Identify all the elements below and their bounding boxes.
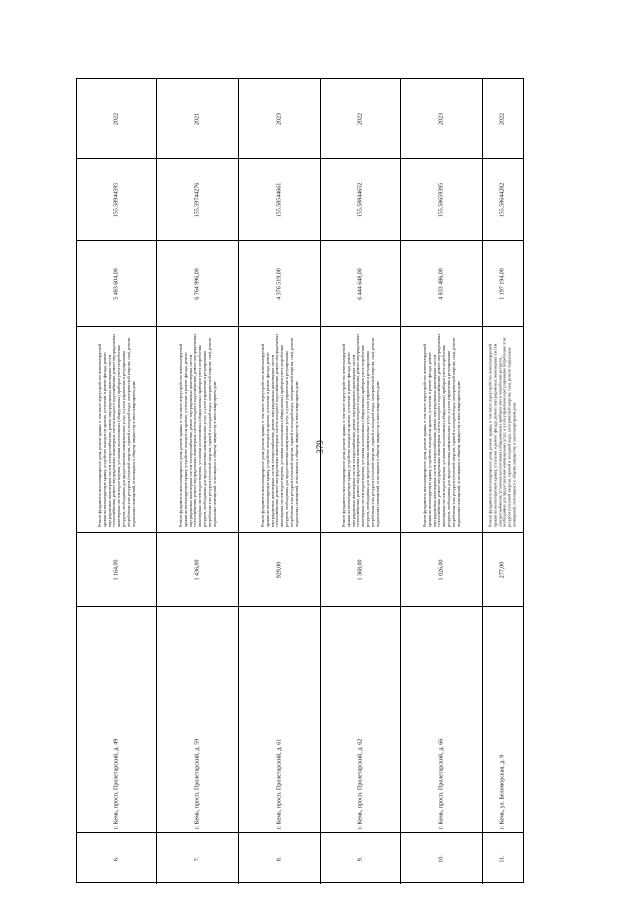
address-cell <box>321 607 401 833</box>
number-cell <box>401 833 483 884</box>
sum-text: 6 764 996,00 <box>194 267 201 300</box>
number-text: 6. <box>113 856 120 861</box>
works-text: Ремонт фундамента многоквартирного дома, ремонт крыши, в том числе переустройство невентилируемой крыши на вентилируемую крышу, устройство выходов на кровлю, утепление и ремонт фасада, ремонт внутридомовых инженерных систем электроснабжения, ремонт внутридомовых инженерных систем теплоснабжения, ремонт внутридомовых инженерных систем холодного водоснабжения, ремонт внутридомовых инженерных систем водоотведения, установка коллективных (общедомовых) приборов учета потребления ресурсов, необходимых для предоставления коммунальных услуг, и узлов управления и регулирования потребления этих ресурсов (тепловой энергии, горячей и холодной воды, электрической энергии, газа), ремонт подвальных помещений, относящихся к общему имуществу в многоквартирном доме <box>259 333 299 527</box>
sum-text: 6 444 648,00 <box>357 267 364 300</box>
table-row <box>157 79 239 884</box>
table-row <box>77 79 157 884</box>
cadastral-cell <box>157 159 239 241</box>
area-text: 1 436,00 <box>194 559 201 580</box>
sum-cell <box>483 241 523 327</box>
cadastral-cell <box>239 159 321 241</box>
works-text: Ремонт фундамента многоквартирного дома, ремонт крыши, в том числе переустройство невентилируемой крыши на вентилируемую крышу, утепление и ремонт фасада, ремонт внутридомовых инженерных систем электроснабжения, установка коллективных (общедомовых) приборов учета потребления ресурсов, необходимых для предоставления коммунальных услуг, и узлов управления и регулирования потребления этих ресурсов (тепловой энергии, горячей и холодной воды, электрической энергии, газа), ремонт подвальных помещений, относящихся к общему имуществу в многоквартирном доме <box>487 336 517 527</box>
year-text: 2022 <box>357 112 364 125</box>
number-text: 8. <box>276 856 283 861</box>
area-cell <box>239 533 321 607</box>
works-cell <box>239 327 321 533</box>
address-cell <box>239 607 321 833</box>
area-text: 1 026,00 <box>438 559 445 580</box>
cadastral-text: 155.58944595 <box>113 182 120 217</box>
address-cell <box>77 607 157 833</box>
works-text: Ремонт фундамента многоквартирного дома, ремонт крыши, в том числе переустройство невентилируемой крыши на вентилируемую крышу, устройство выходов на кровлю, утепление и ремонт фасада, ремонт внутридомовых инженерных систем электроснабжения, ремонт внутридомовых инженерных систем теплоснабжения, ремонт внутридомовых инженерных систем холодного водоснабжения, ремонт внутридомовых инженерных систем водоотведения, установка коллективных (общедомовых) приборов учета потребления ресурсов, необходимых для предоставления коммунальных услуг, и узлов управления и регулирования потребления этих ресурсов (тепловой энергии, горячей и холодной воды, электрической энергии, газа), ремонт подвальных помещений, относящихся к общему имуществу в многоквартирном доме <box>421 333 461 527</box>
area-cell <box>77 533 157 607</box>
number-text: 10. <box>438 854 445 863</box>
sum-cell <box>401 241 483 327</box>
year-text: 2023 <box>438 112 445 125</box>
number-cell <box>321 833 401 884</box>
number-cell <box>157 833 239 884</box>
address-text: г. Кемь, просп. Пролетарский, д. 49 <box>113 738 120 829</box>
address-text: г. Кемь, ул. Беломорская, д. 9 <box>499 754 506 829</box>
works-cell <box>401 327 483 533</box>
table-row <box>239 79 321 884</box>
year-text: 2022 <box>113 112 120 125</box>
works-cell <box>77 327 157 533</box>
sum-cell <box>321 241 401 327</box>
year-cell <box>157 79 239 159</box>
cadastral-text: 155.58644282 <box>499 182 506 217</box>
works-cell <box>321 327 401 533</box>
table-row <box>321 79 401 884</box>
cadastral-text: 155.58544661 <box>276 182 283 217</box>
number-cell <box>77 833 157 884</box>
address-cell <box>157 607 239 833</box>
works-cell <box>157 327 239 533</box>
table-row <box>483 79 523 884</box>
sum-text: 4 376 519,00 <box>276 267 283 300</box>
area-text: 277,00 <box>499 561 506 578</box>
number-cell <box>239 833 321 884</box>
number-cell <box>483 833 523 884</box>
sum-text: 4 833 486,00 <box>438 267 445 300</box>
number-text: 11. <box>499 854 506 863</box>
year-cell <box>483 79 523 159</box>
area-cell <box>401 533 483 607</box>
cadastral-text: 155.58659395 <box>438 182 445 217</box>
cadastral-cell <box>77 159 157 241</box>
sum-text: 5 483 604,00 <box>113 267 120 300</box>
number-text: 9. <box>357 856 364 861</box>
cadastral-cell <box>483 159 523 241</box>
sum-cell <box>157 241 239 327</box>
area-cell <box>483 533 523 607</box>
year-text: 2022 <box>499 112 506 125</box>
works-text: Ремонт фундамента многоквартирного дома, ремонт крыши, в том числе переустройство невентилируемой крыши на вентилируемую крышу, устройство выходов на кровлю, утепление и ремонт фасада, ремонт внутридомовых инженерных систем электроснабжения, ремонт внутридомовых инженерных систем теплоснабжения, ремонт внутридомовых инженерных систем холодного водоснабжения, ремонт внутридомовых инженерных систем водоотведения, установка коллективных (общедомовых) приборов учета потребления ресурсов, необходимых для предоставления коммунальных услуг, и узлов управления и регулирования потребления этих ресурсов (тепловой энергии, горячей и холодной воды, электрической энергии, газа), ремонт подвальных помещений, относящихся к общему имуществу в многоквартирном доме <box>96 333 136 527</box>
cadastral-cell <box>321 159 401 241</box>
area-text: 1 164,00 <box>113 559 120 580</box>
cadastral-cell <box>401 159 483 241</box>
area-text: 1 368,00 <box>357 559 364 580</box>
year-cell <box>401 79 483 159</box>
table-row <box>401 79 483 884</box>
year-text: 2021 <box>194 112 201 125</box>
year-cell <box>239 79 321 159</box>
sum-text: 1 197 194,00 <box>499 267 506 300</box>
address-text: г. Кемь, просп. Пролетарский, д. 59 <box>194 738 201 829</box>
repair-schedule-table <box>76 78 524 883</box>
year-text: 2023 <box>276 112 283 125</box>
address-cell <box>401 607 483 833</box>
page-number: 379 <box>315 440 325 454</box>
sum-cell <box>77 241 157 327</box>
works-cell <box>483 327 523 533</box>
number-text: 7. <box>194 856 201 861</box>
works-text: Ремонт фундамента многоквартирного дома, ремонт крыши, в том числе переустройство невентилируемой крыши на вентилируемую крышу, устройство выходов на кровлю, утепление и ремонт фасада, ремонт внутридомовых инженерных систем электроснабжения, ремонт внутридомовых инженерных систем теплоснабжения, ремонт внутридомовых инженерных систем холодного водоснабжения, ремонт внутридомовых инженерных систем водоотведения, установка коллективных (общедомовых) приборов учета потребления ресурсов, необходимых для предоставления коммунальных услуг, и узлов управления и регулирования потребления этих ресурсов (тепловой энергии, горячей и холодной воды, электрической энергии, газа), ремонт подвальных помещений, относящихся к общему имуществу в многоквартирном доме <box>177 333 217 527</box>
address-text: г. Кемь, просп. Пролетарский, д. 61 <box>276 738 283 829</box>
address-cell <box>483 607 523 833</box>
cadastral-text: 155.58844652 <box>357 182 364 217</box>
works-text: Ремонт фундамента многоквартирного дома, ремонт крыши, в том числе переустройство невентилируемой крыши на вентилируемую крышу, устройство выходов на кровлю, утепление и ремонт фасада, ремонт внутридомовых инженерных систем электроснабжения, ремонт внутридомовых инженерных систем теплоснабжения, ремонт внутридомовых инженерных систем холодного водоснабжения, ремонт внутридомовых инженерных систем водоотведения, установка коллективных (общедомовых) приборов учета потребления ресурсов, необходимых для предоставления коммунальных услуг, и узлов управления и регулирования потребления этих ресурсов (тепловой энергии, горячей и холодной воды, электрической энергии, газа), ремонт подвальных помещений, относящихся к общему имуществу в многоквартирном доме <box>340 333 380 527</box>
area-cell <box>157 533 239 607</box>
year-cell <box>77 79 157 159</box>
address-text: г. Кемь, просп. Пролетарский, д. 66 <box>438 738 445 829</box>
area-cell <box>321 533 401 607</box>
address-text: г. Кемь, просп. Пролетарский, д. 62 <box>357 738 364 829</box>
year-cell <box>321 79 401 159</box>
area-text: 929,00 <box>276 561 283 578</box>
sum-cell <box>239 241 321 327</box>
cadastral-text: 155.59744276 <box>194 182 201 217</box>
